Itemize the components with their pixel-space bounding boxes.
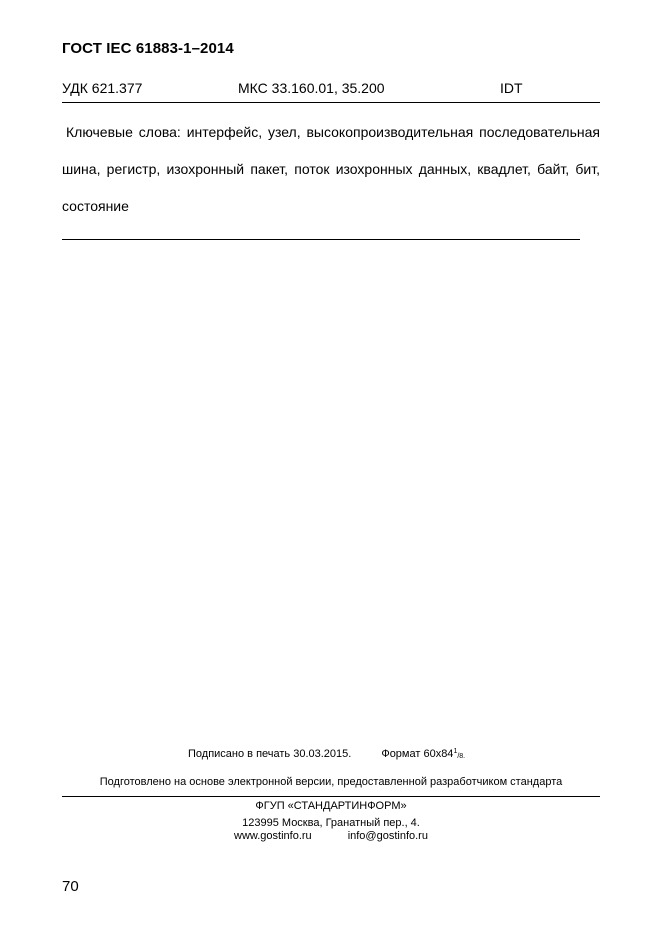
udk-code: УДК 621.377: [62, 80, 143, 96]
signed-date: Подписано в печать 30.03.2015.: [188, 748, 352, 760]
paper-format-prefix: Формат 60x84: [381, 748, 454, 760]
paper-format-sup: 1: [453, 748, 458, 755]
mks-code: МКС 33.160.01, 35.200: [238, 80, 385, 96]
website-link[interactable]: www.gostinfo.ru: [234, 830, 312, 842]
classification-row: [62, 80, 600, 103]
contact-row: [62, 830, 600, 842]
keywords-paragraph: Ключевые слова: интерфейс, узел, высокопроизводительная последовательная шина, регистр, изохронный пакет, поток изохронных данных, квадлет, байт, бит, состояние: [62, 124, 600, 214]
idt-label: IDT: [500, 80, 523, 96]
publisher-address: 123995 Москва, Гранатный пер., 4.: [242, 817, 420, 829]
publisher-name: ФГУП «СТАНДАРТИНФОРМ»: [255, 800, 407, 812]
email-link[interactable]: info@gostinfo.ru: [347, 830, 428, 842]
paper-format: [381, 748, 465, 760]
paper-format-sub: /8.: [457, 753, 466, 760]
page-number: 70: [62, 878, 79, 895]
print-info: [188, 748, 465, 760]
footer-divider: [62, 796, 600, 797]
section-divider: [62, 239, 580, 240]
prepared-note: Подготовлено на основе электронной версии, предоставленной разработчиком стандарта: [99, 776, 563, 788]
document-header-title: ГОСТ IEC 61883-1–2014: [62, 40, 234, 57]
